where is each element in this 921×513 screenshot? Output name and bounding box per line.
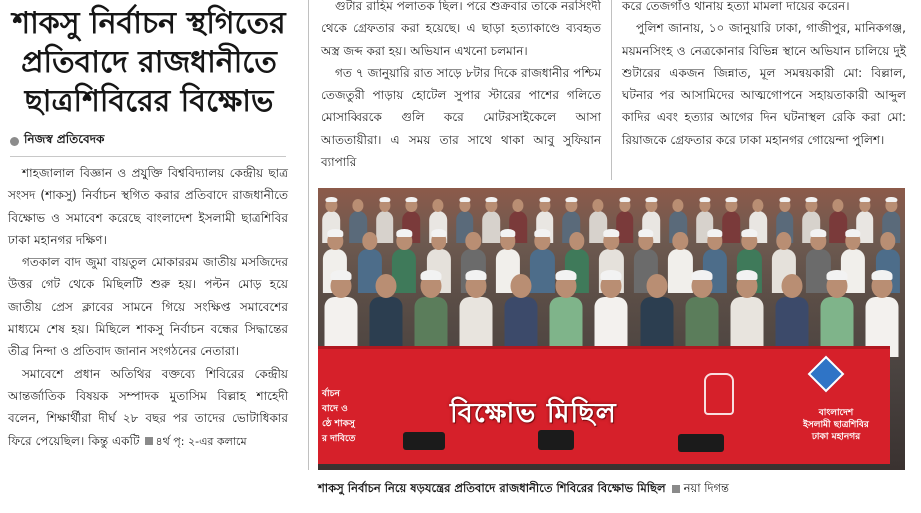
banner-org-line: ঢাকা মহানগর xyxy=(811,432,861,442)
paragraph: শাহজালাল বিজ্ঞান ও প্রযুক্তি বিশ্ববিদ্যালয় কেন্দ্রীয় ছাত্র সংসদ (শাকসু) নির্বাচন স্থগিত করার প্রতিবাদে রাজধানীতে বিক্ষোভ ও সমাবেশ করেছে বাংলাদেশ ইসলামী ছাত্রশিবির ঢাকা মহানগর দক্ষিণ। xyxy=(8,166,288,247)
headline-line-3: ছাত্রশিবিরের বিক্ষোভ xyxy=(24,84,274,119)
byline xyxy=(10,131,290,151)
article-column-2 xyxy=(321,0,601,173)
news-photo xyxy=(318,188,905,470)
banner-organization xyxy=(786,407,886,443)
continuation-jump: ৪র্থ পৃ: ২-এর কলামে xyxy=(155,434,247,448)
divider xyxy=(10,156,286,157)
crowd-person xyxy=(596,268,626,358)
banner-org-line: বাংলাদেশ xyxy=(818,408,854,418)
paragraph xyxy=(8,363,288,453)
crowd-person xyxy=(642,268,672,358)
banner-left-line: ষ্ঠে শাকসু xyxy=(322,419,355,429)
crowd-person xyxy=(506,268,536,358)
square-bullet-icon xyxy=(672,485,680,493)
banner-main-text: বিক্ষোভ মিছিল xyxy=(450,398,617,429)
crowd-person xyxy=(822,268,852,358)
byline-text: নিজস্ব প্রতিবেদক xyxy=(24,132,105,146)
headline-line-2: প্রতিবাদে রাজধানীতে xyxy=(21,45,277,80)
square-bullet-icon xyxy=(145,437,153,445)
photo-caption xyxy=(318,479,905,499)
caption-text: শাকসু নির্বাচন নিয়ে ষড়যন্ত্রের প্রতিবাদে রাজধানীতে শিবিরের বিক্ষোভ মিছিল xyxy=(318,480,666,495)
crowd-person xyxy=(687,268,717,358)
banner-org-line: ইসলামী ছাত্রশিবির xyxy=(803,420,869,430)
camera-icon xyxy=(403,432,445,450)
crowd-person xyxy=(326,268,356,358)
paragraph: পুলিশ জানায়, ১০ জানুয়ারি ঢাকা, গাজীপুর, মানিকগঞ্জ, ময়মনসিংহ ও নেত্রকোনার বিভিন্ন স্থানে অভিযান চালিয়ে দুই শুটারের একজন জিন্নাত, মূল সমন্বয়কারী মো: বিল্লাল, ঘটনার পর আসামিদের আত্মগোপনে সহায়তাকারী আব্দুল কাদির এবং হত্যার আগের দিন ঘটনাস্থল রেকি করা মো: রিয়াজকে গ্রেফতার করে ঢাকা মহানগর গোয়েন্দা পুলিশ। xyxy=(622,21,906,147)
paragraph: গতকাল বাদ জুমা বায়তুল মোকাররম জাতীয় মসজিদের উত্তর গেট থেকে মিছিলটি শুরু হয়। পল্টন মোড় হয়ে জাতীয় প্রেস ক্লাবের সামনে গিয়ে সংক্ষিপ্ত সমাবেশের মাধ্যমে শেষ হয়। মিছিলে শাকসু নির্বাচন বন্ধের সিদ্ধান্তের তীব্র নিন্দা ও প্রতিবাদ জানান সংগঠনের নেতারা। xyxy=(8,255,288,359)
camera-icon xyxy=(538,430,574,450)
banner-left-text xyxy=(318,387,376,461)
raised-fist-icon xyxy=(704,373,734,415)
column-divider xyxy=(308,0,309,470)
paragraph: গত ৭ জানুয়ারি রাত সাড়ে ৮টার দিকে রাজধানীর পশ্চিম তেজতুরী পাড়ায় হোটেল সুপার স্টারের পাশের গলিতে মোসাব্বিরকে গুলি করে মোটরসাইকেলে আসা আততায়ীরা। এ সময় তার সাথে থাকা আবু সুফিয়ান ব্যাপারি xyxy=(321,65,601,170)
article-column-1 xyxy=(8,162,288,453)
paragraph: করে তেজগাঁও থানায় হত্যা মামলা দায়ের করেন। xyxy=(622,0,850,13)
crowd-person xyxy=(867,268,897,358)
article-column-3 xyxy=(622,0,906,151)
paragraph-text: সমাবেশে প্রধান অতিথির বক্তব্যে শিবিরের কেন্দ্রীয় আন্তর্জাতিক বিষয়ক সম্পাদক মুতাসিম বিল্লাহ শাহেদী বলেন, শিক্ষার্থীরা দীর্ঘ ২৮ বছর পর তাদের ভোটাধিকার ফিরে পেয়েছিল। কিন্তু একটি xyxy=(8,366,288,448)
banner-left-line: র্বাচন xyxy=(322,389,340,399)
camera-icon xyxy=(678,434,724,452)
article-headline xyxy=(4,4,294,121)
bullet-icon xyxy=(10,137,19,146)
banner-left-line: র দাবিতে xyxy=(322,434,356,444)
organization-logo-icon xyxy=(808,356,845,393)
crowd-person xyxy=(732,268,762,358)
banner-left-line: বাদে ও xyxy=(322,404,348,414)
crowd-person xyxy=(461,268,491,358)
crowd-person xyxy=(416,268,446,358)
crowd-person xyxy=(777,268,807,358)
crowd-person xyxy=(371,268,401,358)
paragraph: গুটার রাহিম পলাতক ছিল। পরে শুক্রবার তাকে নরসিংদী থেকে গ্রেফতার করা হয়েছে। এ ছাড়া হত্যাকাণ্ডে ব্যবহৃত অস্ত্র জব্দ করা হয়। অভিযান এখনো চলমান। xyxy=(321,0,601,58)
photo-credit: নয়া দিগন্ত xyxy=(683,480,729,495)
headline-line-1: শাকসু নির্বাচন স্থগিতের xyxy=(12,6,286,41)
crowd-person xyxy=(551,268,581,358)
column-divider xyxy=(611,0,612,180)
